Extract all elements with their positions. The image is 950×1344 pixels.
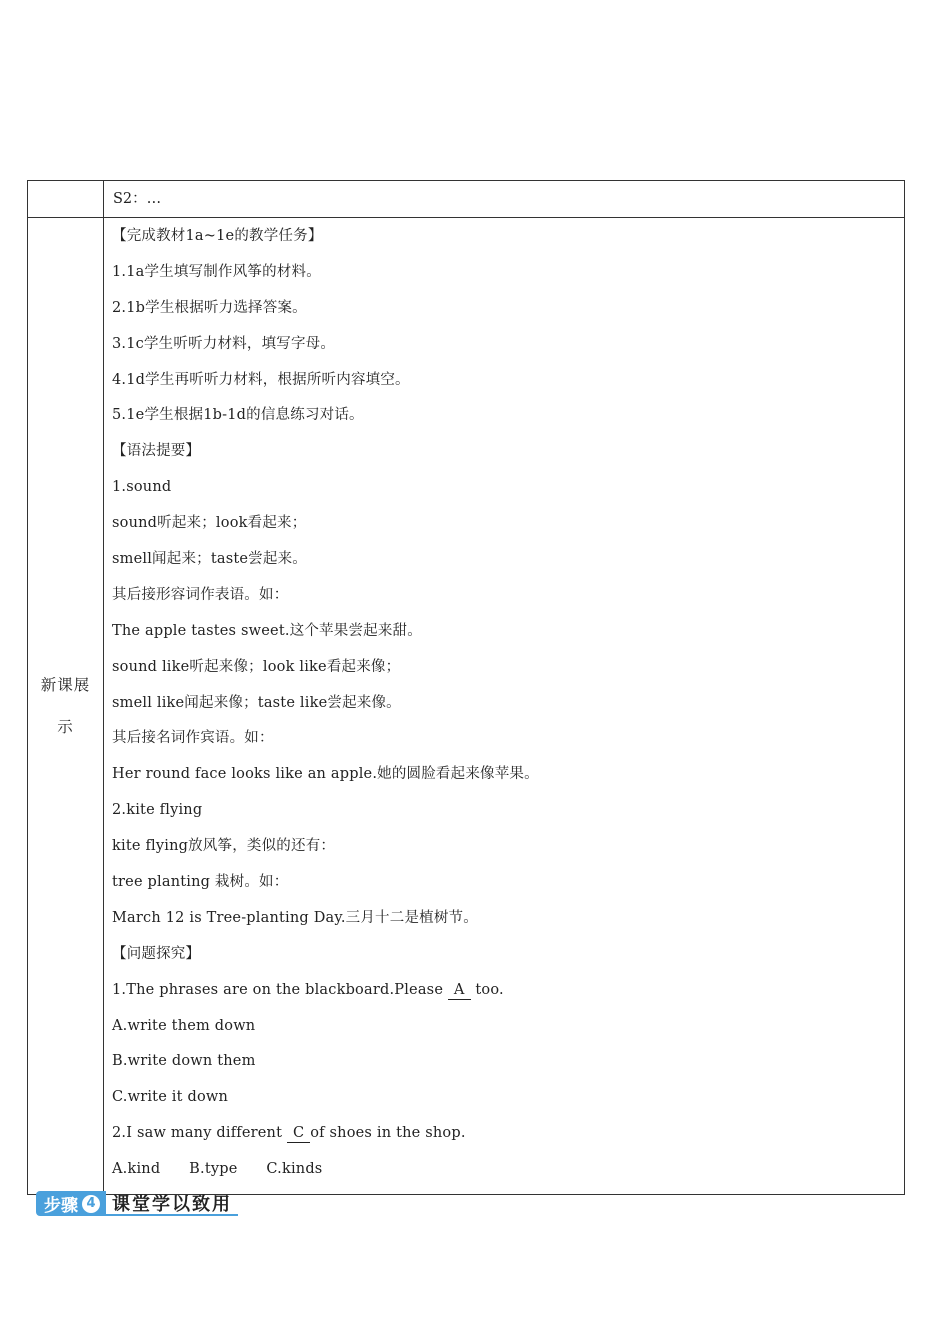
content-line: smell like闻起来像；taste like尝起来像。 [112,694,401,711]
content-line: 5.1e学生根据1b-1d的信息练习对话。 [112,407,364,424]
table-row-s2 [28,181,905,218]
q1-option-a: A.write them down [112,1017,256,1034]
q1-option-b: B.write down them [112,1053,256,1070]
question-2 [112,1116,904,1152]
row-label: 新课展示 [40,676,91,737]
s2-text: S2：… [113,191,162,207]
content-line: March 12 is Tree-planting Day.三月十二是植树节。 [112,909,478,926]
content-line: 其后接形容词作表语。如： [112,586,289,603]
q2-text: 2.I saw many different [112,1125,287,1142]
content-cell-s2 [104,181,905,218]
q1-text: 1.The phrases are on the blackboard.Please [112,981,448,998]
q2-answer-blank: C [287,1124,310,1143]
label-cell-new-lesson [28,218,104,1195]
content-line: The apple tastes sweet.这个苹果尝起来甜。 [112,622,422,639]
step-number: 4 [82,1195,100,1213]
content-line: 其后接名词作宾语。如： [112,730,274,747]
content-line: sound听起来；look看起来； [112,515,307,532]
step-label: 步骤 [44,1196,78,1216]
label-cell-empty [28,181,104,218]
content-line: smell闻起来；taste尝起来。 [112,551,307,568]
step-badge [36,1191,106,1216]
content-line: 2.1b学生根据听力选择答案。 [112,299,307,316]
content-line: 1.1a学生填写制作风筝的材料。 [112,263,321,280]
table-row-main [28,218,905,1195]
content-line: sound like听起来像；look like看起来像； [112,658,401,675]
lesson-table [27,180,905,1195]
question-1 [112,973,904,1009]
content-line: 【完成教材1a~1e的教学任务】 [112,228,323,244]
content-line: 2.kite flying [112,802,203,819]
step-banner [36,1191,238,1216]
content-line: tree planting 栽树。如： [112,874,289,891]
content-cell-main [104,218,905,1195]
q1-option-c: C.write it down [112,1089,229,1106]
content-line: Her round face looks like an apple.她的圆脸看起来像苹果。 [112,766,539,783]
content-lines [104,218,904,1194]
content-line: 【语法提要】 [112,443,201,460]
q2-options: A.kind B.type C.kinds [112,1161,323,1178]
content-line: kite flying放风筝，类似的还有： [112,838,336,855]
content-line: 【问题探究】 [112,945,201,962]
step-title: 课堂学以致用 [106,1191,238,1216]
q1-answer-blank: A [448,981,471,1000]
q2-text-after: of shoes in the shop. [310,1125,466,1142]
content-line: 3.1c学生听听力材料，填写字母。 [112,335,336,352]
q1-text-after: too. [470,981,504,998]
content-line: 1.sound [112,479,172,496]
content-line: 4.1d学生再听听力材料，根据所听内容填空。 [112,371,410,388]
